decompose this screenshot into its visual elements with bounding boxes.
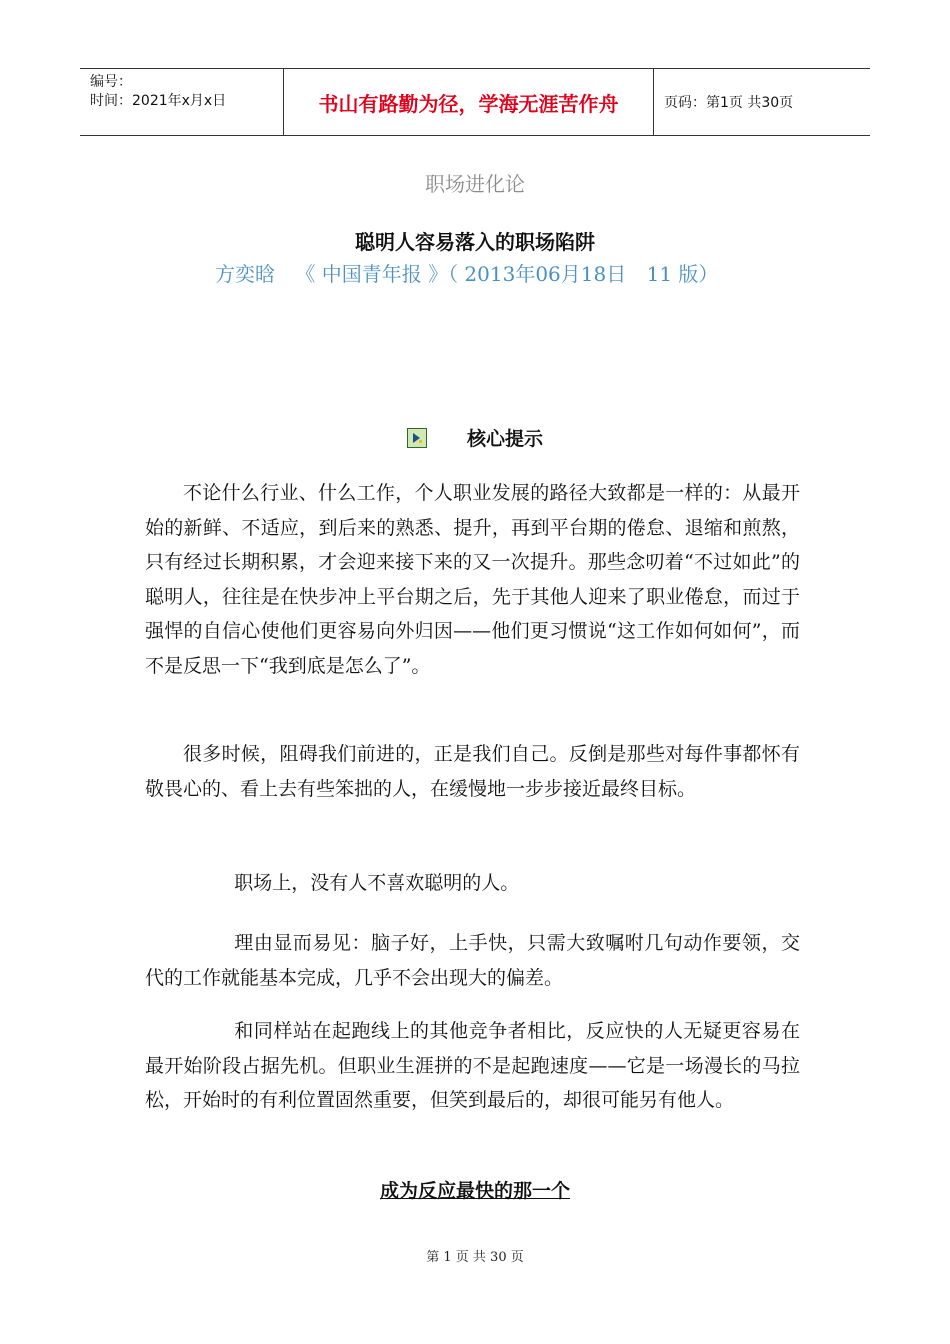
header-meta [80, 69, 283, 135]
paragraph-5: 和同样站在起跑线上的其他竞争者相比，反应快的人无疑更容易在最开始阶段占据先机。但职业生涯拼的不是起跑速度——它是一场漫长的马拉松，开始时的有利位置固然重要，但笑到最后的，却很可能另有他人。 [145, 1020, 800, 1111]
article-title: 聪明人容易落入的职场陷阱 [355, 230, 595, 254]
paragraph-4: 理由显而易见：脑子好，上手快，只需大致嘱咐几句动作要领，交代的工作就能基本完成，几乎不会出现大的偏差。 [145, 932, 800, 989]
paragraph-3: 职场上，没有人不喜欢聪明的人。 [234, 872, 520, 894]
byline-edition: 11 版） [646, 262, 719, 286]
time-label: 时间：2021年x月x日 [90, 93, 227, 109]
byline-author: 方奕晗 [215, 262, 275, 286]
number-label: 编号： [90, 74, 132, 90]
article-byline [215, 258, 855, 287]
note-icon [407, 428, 427, 448]
paragraph-2: 很多时候，阻碍我们前进的，正是我们自己。反倒是那些对每件事都怀有敬畏心的、看上去有些笨拙的人，在缓慢地一步步接近最终目标。 [145, 743, 800, 800]
document-header [80, 68, 870, 136]
page-footer: 第 1 页 共 30 页 [426, 1250, 524, 1265]
paragraph-1: 不论什么行业、什么工作，个人职业发展的路径大致都是一样的：从最开始的新鲜、不适应，到后来的熟悉、提升，再到平台期的倦怠、退缩和煎熬，只有经过长期积累，才会迎来接下来的又一次提升。那些念叨着“不过如此”的聪明人，往往是在快步冲上平台期之后，先于其他人迎来了职业倦怠，而过于强悍的自信心使他们更容易向外归因——他们更习惯说“这工作如何如何”，而不是反思一下“我到底是怎么了”。 [145, 482, 800, 677]
header-slogan: 书山有路勤为径，学海无涯苦作舟 [283, 69, 654, 135]
byline-source: 《 中国青年报 》（ 2013年06月18日 [295, 262, 627, 286]
section-heading [0, 424, 950, 451]
header-page-info: 页码：第1页 共30页 [664, 95, 794, 111]
section-title: 核心提示 [466, 428, 543, 450]
subheading: 成为反应最快的那一个 [379, 1180, 570, 1202]
article-category: 职场进化论 [425, 172, 525, 196]
